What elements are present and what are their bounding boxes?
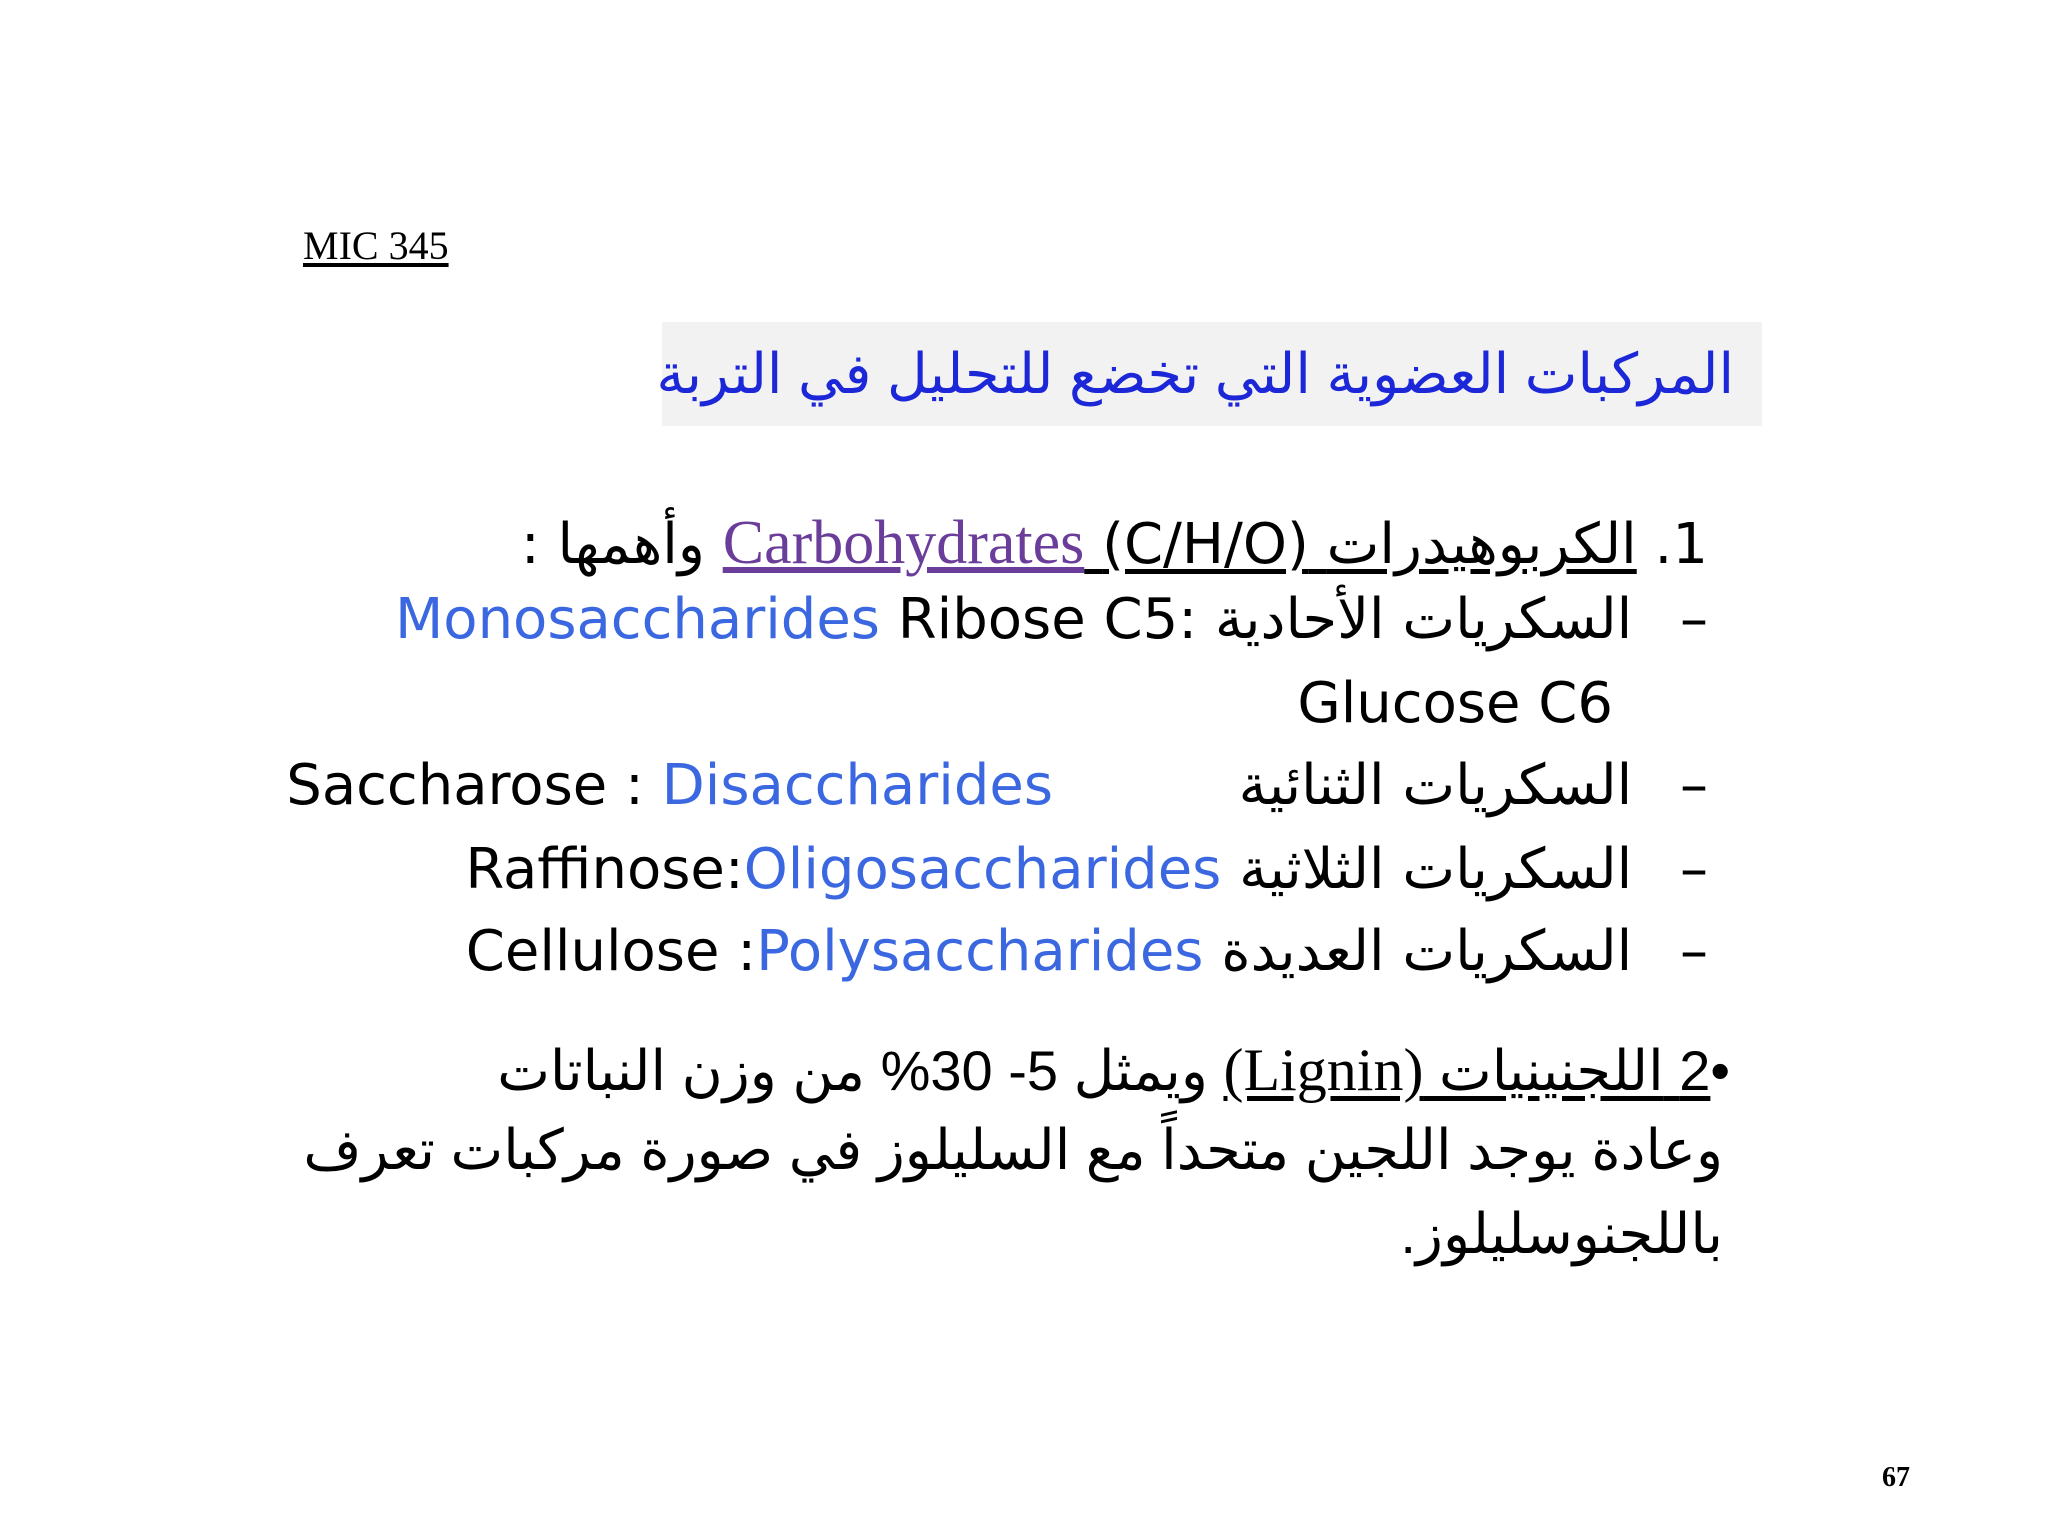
sugar-definition: Cellulose :Polysaccharides (465, 919, 1204, 984)
carbohydrates-suffix: وأهمها : (520, 512, 705, 577)
title-box (656, 322, 1762, 426)
lignin-heading: 2 اللجنينيات (Lignin) (1223, 1037, 1711, 1103)
dash-marker: – (1680, 919, 1708, 984)
carbohydrates-line (520, 509, 1708, 577)
slide-title: المركبات العضوية التي تخضع للتحليل في التربة (656, 342, 1734, 405)
dash-marker: – (1680, 587, 1708, 652)
sugar-examples: Ribose C5 (897, 587, 1179, 652)
carbohydrates-arabic: الكربوهيدرات (C/H/O) (1102, 512, 1637, 577)
dash-marker: – (1680, 753, 1708, 818)
carbohydrates-link[interactable]: Carbohydrates (722, 509, 1085, 577)
sugar-item-mono (394, 587, 1708, 652)
course-code: MIC 345 (303, 223, 449, 268)
sugar-colon: : (1178, 587, 1198, 652)
sugar-arabic: السكريات العديدة (1221, 919, 1633, 984)
page-number: 67 (1882, 1462, 1910, 1493)
sugar-definition: Raffinose:Oligosaccharides (465, 837, 1222, 902)
lignin-line-1 (497, 1037, 1730, 1103)
sugar-arabic: السكريات الأحادية (1214, 587, 1633, 652)
sugar-item-oligo (465, 837, 1708, 902)
sugar-arabic: السكريات الثنائية (1238, 753, 1633, 818)
item-number: 1. (1654, 512, 1708, 577)
bullet: • (1710, 1039, 1730, 1102)
sugar-definition: Saccharose : Disaccharides (286, 753, 1053, 818)
sugar-extra-example: Glucose C6 (1297, 671, 1613, 736)
sugar-arabic: السكريات الثلاثية (1239, 837, 1633, 902)
lignin-line-2: وعادة يوجد اللجين متحداً مع السليلوز في صورة مركبات تعرف (303, 1118, 1723, 1181)
lignin-line-3: باللجنوسليلوز. (1400, 1202, 1723, 1265)
sugar-item-di (286, 753, 1708, 818)
dash-marker: – (1680, 837, 1708, 902)
sugar-item-poly (465, 919, 1708, 984)
lignin-description: ويمثل 5- 30% من وزن النباتات (497, 1039, 1208, 1102)
sugar-type: Monosaccharides (394, 587, 880, 652)
